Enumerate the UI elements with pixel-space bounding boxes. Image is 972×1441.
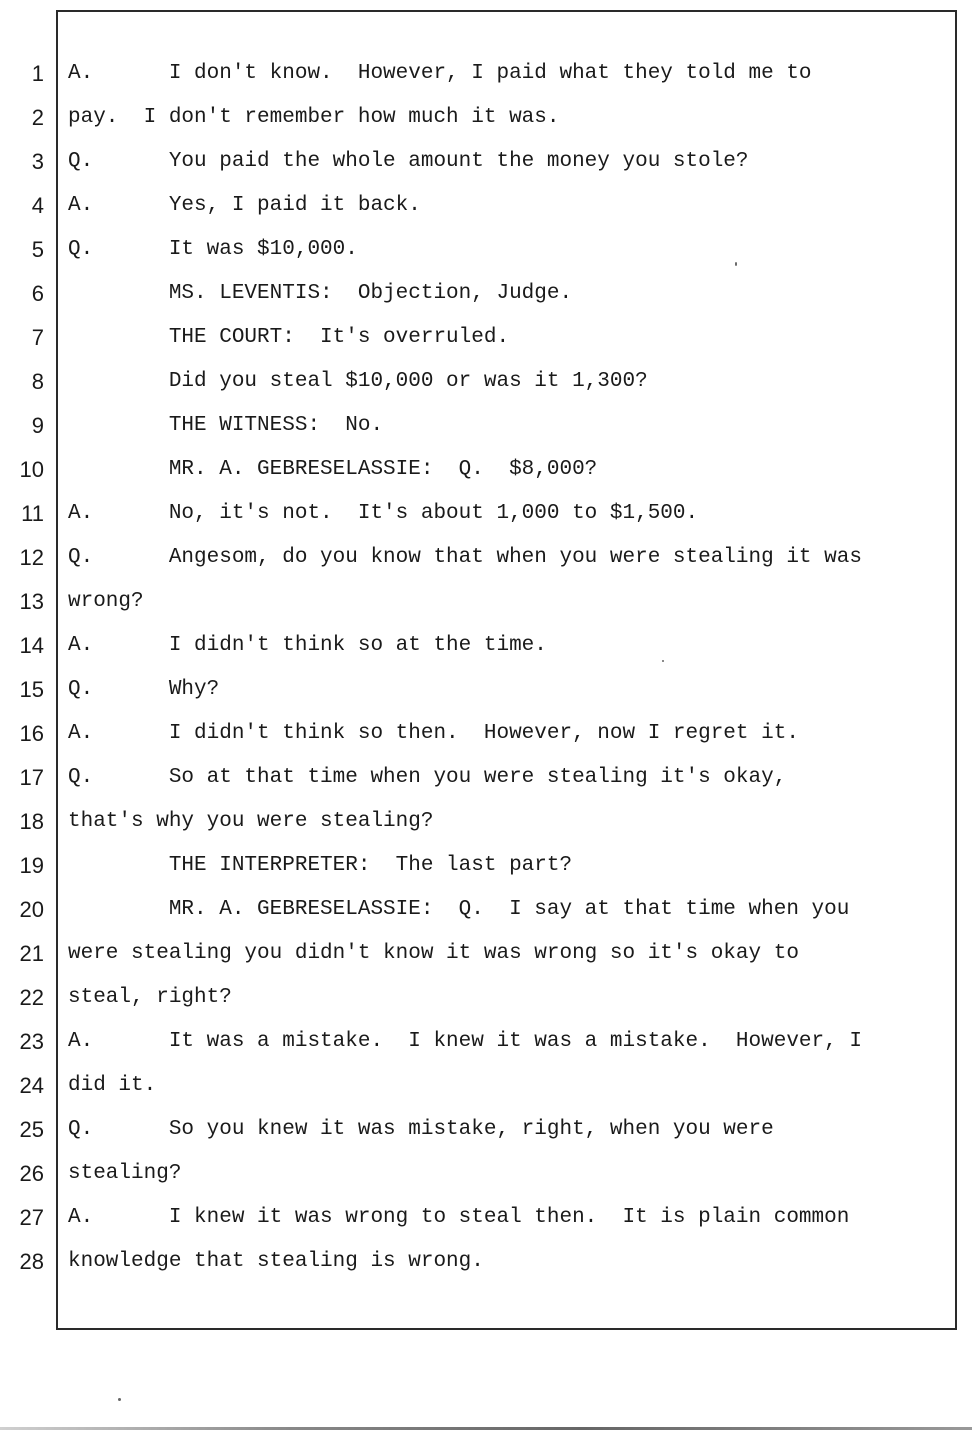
scan-edge-line [0, 1427, 972, 1430]
transcript-line: A. I knew it was wrong to steal then. It is plain common [68, 1206, 850, 1229]
transcript-line: A. It was a mistake. I knew it was a mistake. However, I [68, 1030, 862, 1053]
transcript-line: Q. So you knew it was mistake, right, when you were [68, 1118, 774, 1141]
line-number: 24 [19, 1073, 44, 1098]
transcript-line: MS. LEVENTIS: Objection, Judge. [68, 282, 573, 305]
transcript-line: knowledge that stealing is wrong. [68, 1250, 484, 1273]
line-number: 5 [31, 237, 44, 262]
scan-speck [735, 262, 737, 266]
line-number: 10 [19, 457, 44, 482]
transcript-line: MR. A. GEBRESELASSIE: Q. I say at that time when you [68, 898, 850, 921]
transcript-line: A. Yes, I paid it back. [68, 194, 421, 217]
line-number: 23 [19, 1029, 44, 1054]
transcript-line: pay. I don't remember how much it was. [68, 106, 560, 129]
line-number: 3 [31, 149, 44, 174]
scan-speck [662, 660, 664, 662]
line-number: 8 [31, 369, 44, 394]
line-number: 12 [19, 545, 44, 570]
line-number: 20 [19, 897, 44, 922]
transcript-line: Q. So at that time when you were stealing it's okay, [68, 766, 787, 789]
line-number: 27 [19, 1205, 44, 1230]
transcript-line: A. I don't know. However, I paid what they told me to [68, 62, 812, 85]
line-number: 21 [19, 941, 44, 966]
transcript-line: wrong? [68, 590, 144, 613]
line-number: 17 [19, 765, 44, 790]
transcript-line: were stealing you didn't know it was wrong so it's okay to [68, 942, 799, 965]
transcript-line: that's why you were stealing? [68, 810, 434, 833]
line-number: 15 [19, 677, 44, 702]
transcript-line: Q. Why? [68, 678, 220, 701]
transcript-line: Did you steal $10,000 or was it 1,300? [68, 370, 648, 393]
line-number: 7 [31, 325, 44, 350]
line-number: 25 [19, 1117, 44, 1142]
line-number: 22 [19, 985, 44, 1010]
transcript-line: Q. Angesom, do you know that when you were stealing it was [68, 546, 862, 569]
transcript-line: MR. A. GEBRESELASSIE: Q. $8,000? [68, 458, 598, 481]
transcript-line: stealing? [68, 1162, 182, 1185]
line-number: 4 [31, 193, 44, 218]
line-number: 18 [19, 809, 44, 834]
line-number: 9 [31, 413, 44, 438]
line-number: 28 [19, 1249, 44, 1274]
transcript-line: Q. You paid the whole amount the money you stole? [68, 150, 749, 173]
transcript-line: did it. [68, 1074, 157, 1097]
transcript-line: THE INTERPRETER: The last part? [68, 854, 573, 877]
line-number: 26 [19, 1161, 44, 1186]
line-number: 1 [31, 61, 44, 86]
transcript-line: THE COURT: It's overruled. [68, 326, 510, 349]
transcript-line: Q. It was $10,000. [68, 238, 358, 261]
transcript-line: A. I didn't think so then. However, now I regret it. [68, 722, 799, 745]
line-number: 2 [31, 105, 44, 130]
line-number: 13 [19, 589, 44, 614]
line-number: 14 [19, 633, 44, 658]
line-number: 19 [19, 853, 44, 878]
line-number: 16 [19, 721, 44, 746]
transcript-line: A. I didn't think so at the time. [68, 634, 547, 657]
transcript-line: THE WITNESS: No. [68, 414, 384, 437]
transcript-line: A. No, it's not. It's about 1,000 to $1,500. [68, 502, 699, 525]
transcript-line: steal, right? [68, 986, 232, 1009]
line-number: 6 [31, 281, 44, 306]
line-number: 11 [21, 501, 44, 526]
scan-speck [118, 1398, 121, 1401]
